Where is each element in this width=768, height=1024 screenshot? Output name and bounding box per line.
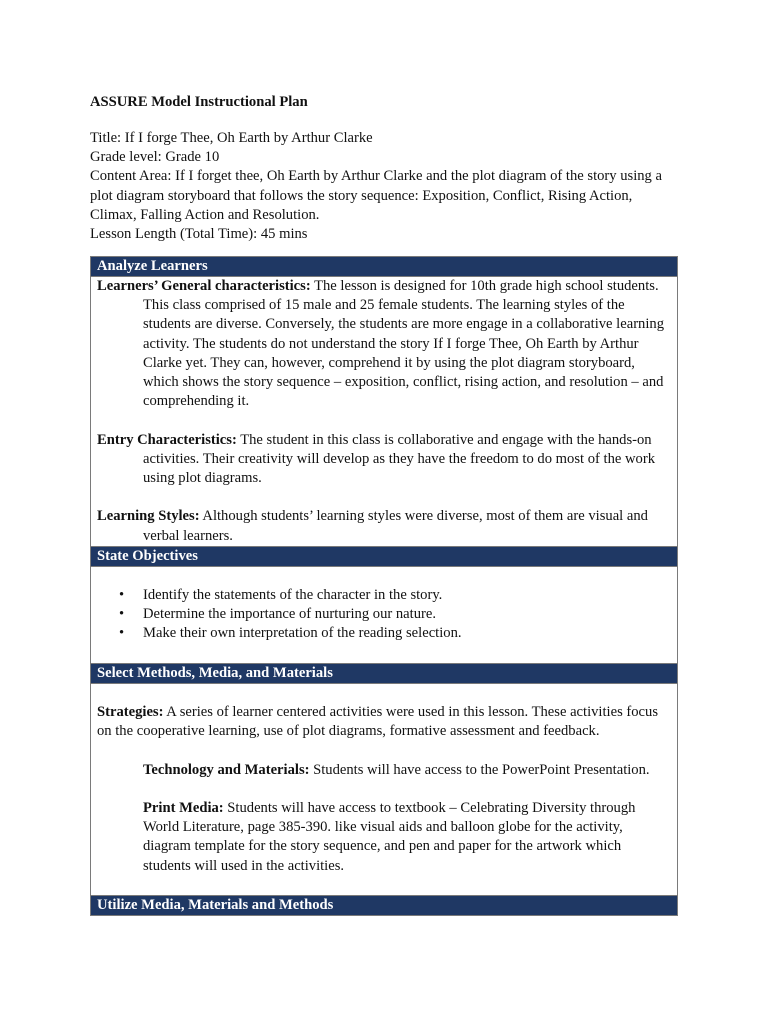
- bullet-icon: •: [119, 625, 125, 642]
- analyze-learners-body: [91, 276, 677, 546]
- print-media-label: Print Media:: [143, 799, 224, 816]
- state-objectives-header: State Objectives: [91, 546, 677, 566]
- document-title: ASSURE Model Instructional Plan: [90, 94, 308, 110]
- lesson-meta: [90, 129, 680, 244]
- select-methods-header: Select Methods, Media, and Materials: [91, 663, 677, 683]
- technology-materials-text: Students will have access to the PowerPoint Presentation.: [309, 761, 650, 778]
- entry-characteristics: [97, 431, 671, 489]
- meta-lesson-length: Lesson Length (Total Time): 45 mins: [90, 226, 308, 243]
- meta-content-area: Content Area: If I forget thee, Oh Earth by Arthur Clarke and the plot diagram of the story using a plot diagram storyboard that follows the story sequence: Exposition, Conflict, Rising Action, Climax, Falling Action and Resolution.: [90, 168, 662, 223]
- analyze-learners-header: Analyze Learners: [91, 257, 677, 276]
- general-characteristics-label: Learners’ General characteristics:: [97, 278, 311, 294]
- strategies: [97, 703, 671, 741]
- print-media-text: Students will have access to textbook – Celebrating Diversity through World Literature, page 385-390. like visual aids and balloon globe for the activity, diagram template for the story sequence, and pen and paper for the artwork which students will used in the activities.: [143, 799, 636, 874]
- objective-text: Identify the statements of the character in the story.: [143, 587, 443, 603]
- meta-title: Title: If I forge Thee, Oh Earth by Arthur Clarke: [90, 130, 373, 146]
- bullet-icon: •: [119, 606, 125, 623]
- learning-styles: [97, 507, 671, 545]
- objectives-list: [97, 586, 671, 644]
- list-item: [97, 624, 671, 643]
- state-objectives-body: [91, 566, 677, 663]
- strategies-text: A series of learner centered activities were used in this lesson. These activities focus on the cooperative learning, use of plot diagrams, formative assessment and feedback.: [97, 703, 659, 740]
- list-item: [97, 605, 671, 624]
- meta-grade-level: Grade level: Grade 10: [90, 149, 220, 166]
- entry-characteristics-label: Entry Characteristics:: [97, 431, 237, 448]
- bullet-icon: •: [119, 587, 125, 603]
- select-methods-body: [91, 683, 677, 895]
- objective-text: Make their own interpretation of the reading selection.: [143, 625, 462, 642]
- entry-characteristics-text: The student in this class is collaborative and engage with the hands-on activities. Their creativity will develop as they have the freedom to do most of the work using plot diagrams.: [143, 431, 655, 487]
- general-characteristics: [97, 277, 671, 411]
- instructional-plan-table: [90, 256, 678, 916]
- utilize-media-header: Utilize Media, Materials and Methods: [91, 895, 677, 915]
- print-media: [97, 799, 671, 876]
- learning-styles-label: Learning Styles:: [97, 508, 200, 525]
- strategies-label: Strategies:: [97, 703, 164, 720]
- learning-styles-text: Although students’ learning styles were diverse, most of them are visual and verbal learners.: [143, 508, 648, 544]
- list-item: [97, 586, 671, 605]
- technology-materials: [97, 761, 671, 780]
- general-characteristics-text: The lesson is designed for 10th grade high school students. This class comprised of 15 male and 25 female students. The learning styles of the students are diverse. Conversely, the students are more engage in a collaborative learning activity. The students do not understand the story If I forge Thee, Oh Earth by Arthur Clarke yet. They can, however, comprehend it by using the plot diagram storyboard, which shows the story sequence – exposition, conflict, rising action, and resolution – and comprehending it.: [143, 278, 664, 410]
- objective-text: Determine the importance of nurturing our nature.: [143, 606, 436, 623]
- technology-materials-label: Technology and Materials:: [143, 761, 310, 778]
